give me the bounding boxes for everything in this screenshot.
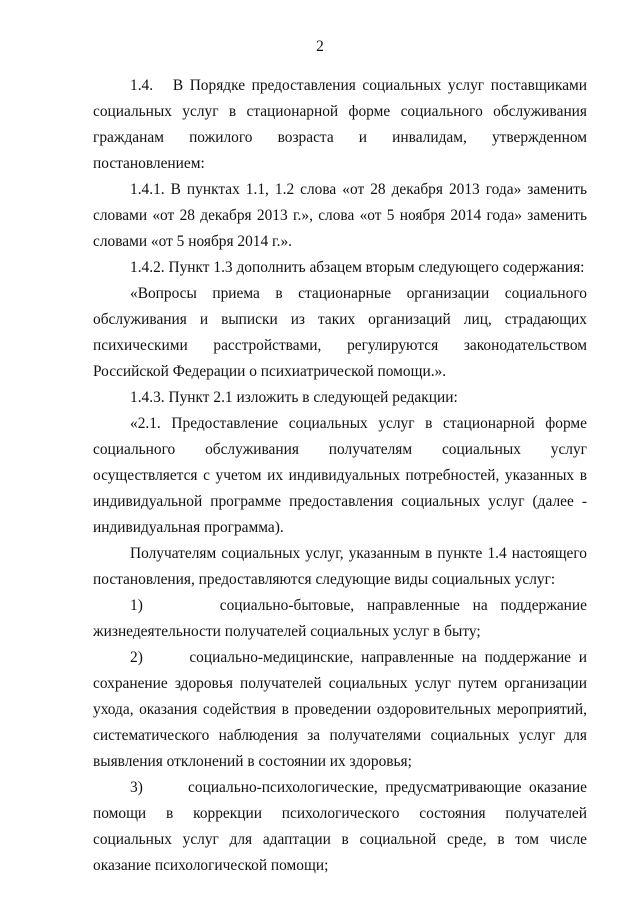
paragraph-quote-psychiatric: «Вопросы приема в стационарные организации социального обслуживания и выписки из таких организаций лиц, страдающих психическими расстройствами, регулируются законодательством Российской Федерации о психиатрической помощи.».: [93, 285, 587, 380]
paragraph-1-4: 1.4. В Порядке предоставления социальных услуг поставщиками социальных услуг в стационарной форме социального обслуживания гражданам пожилого возраста и инвалидам, утвержденном постановлением:: [93, 77, 587, 172]
list-item-1: 1) социально-бытовые, направленные на поддержание жизнедеятельности получателей социальных услуг в быту;: [93, 597, 587, 640]
list-item-2: 2) социально-медицинские, направленные на поддержание и сохранение здоровья получателей социальных услуг путем организации ухода, оказания содействия в проведении оздоровительных мероприятий, систематического наблюдения за получателями социальных услуг для выявления отклонений в состоянии их здоровья;: [93, 649, 587, 770]
paragraph-1-4-1: 1.4.1. В пунктах 1.1, 1.2 слова «от 28 декабря 2013 года» заменить словами «от 28 декабря 2013 г.», слова «от 5 ноября 2014 года» заменить словами «от 5 ноября 2014 г.».: [93, 181, 587, 250]
page-number: 2: [316, 38, 324, 55]
paragraph-1-4-2: 1.4.2. Пункт 1.3 дополнить абзацем вторым следующего содержания:: [130, 259, 585, 276]
document-body: [93, 73, 587, 879]
paragraph-service-types-intro: Получателям социальных услуг, указанным в пункте 1.4 настоящего постановления, предоставляются следующие виды социальных услуг:: [93, 545, 587, 588]
list-item-3: 3) социально-психологические, предусматривающие оказание помощи в коррекции психологического состояния получателей социальных услуг для адаптации в социальной среде, в том числе оказание психологической помощи;: [93, 779, 587, 874]
paragraph-1-4-3: 1.4.3. Пункт 2.1 изложить в следующей редакции:: [130, 389, 458, 406]
paragraph-2-1: «2.1. Предоставление социальных услуг в стационарной форме социального обслуживания получателям социальных услуг осуществляется с учетом их индивидуальных потребностей, указанных в индивидуальной программе предоставления социальных услуг (далее - индивидуальная программа).: [93, 415, 587, 536]
